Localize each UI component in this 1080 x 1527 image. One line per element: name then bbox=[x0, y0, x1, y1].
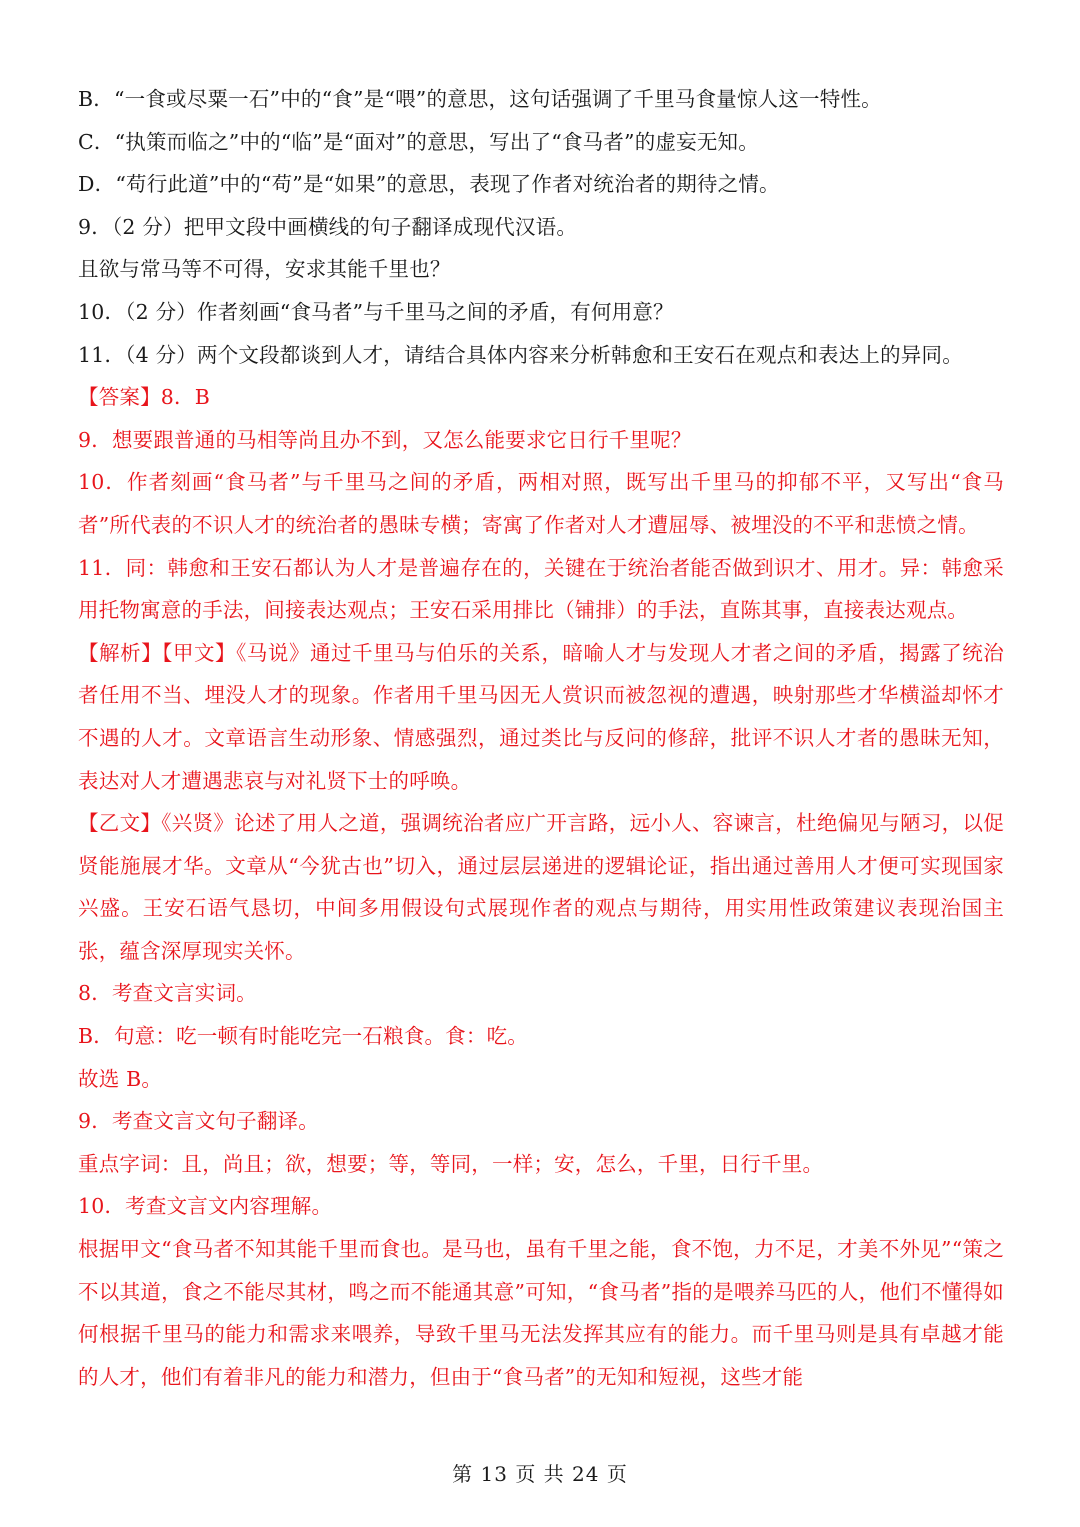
option-b: B．“一食或尽粟一石”中的“食”是“喂”的意思，这句话强调了千里马食量惊人这一特性。 bbox=[78, 87, 882, 111]
option-c: C．“执策而临之”中的“临”是“面对”的意思，写出了“食马者”的虚妄无知。 bbox=[78, 129, 759, 154]
page-content bbox=[78, 78, 1004, 1398]
page-number: 第 13 页 共 24 页 bbox=[452, 1462, 628, 1486]
answer-11: 11．同：韩愈和王安石都认为人才是普遍存在的，关键在于统治者能否做到识才、用才。异：韩愈采用托物寓意的手法，间接表达观点；王安石采用排比（铺排）的手法，直陈其事，直接表达观点。 bbox=[78, 555, 1004, 623]
analysis-jia: 【解析】【甲文】《马说》通过千里马与伯乐的关系，暗喻人才与发现人才者之间的矛盾，揭露了统治者任用不当、埋没人才的现象。作者用千里马因无人赏识而被忽视的遭遇，映射那些才华横溢却怀才不遇的人才。文章语言生动形象、情感强烈，通过类比与反问的修辞，批评不识人才者的愚昧无知，表达对人才遭遇悲哀与对礼贤下士的呼唤。 bbox=[78, 640, 1004, 793]
explain-9-title: 9．考查文言文句子翻译。 bbox=[78, 1109, 319, 1134]
question-9-sentence: 且欲与常马等不可得，安求其能千里也？ bbox=[78, 257, 451, 282]
explain-10-body: 根据甲文“食马者不知其能千里而食也。是马也，虽有千里之能，食不饱，力不足，才美不外见”“策之不以其道，食之不能尽其材，鸣之而不能通其意”可知，“食马者”指的是喂养马匹的人，他们不懂得如何根据千里马的能力和需求来喂养，导致千里马无法发挥其应有的能力。而千里马则是具有卓越才能的人才，他们有着非凡的能力和潜力，但由于“食马者”的无知和短视，这些才能 bbox=[78, 1237, 1004, 1389]
answer-9: 9．想要跟普通的马相等尚且办不到，又怎么能要求它日行千里呢？ bbox=[78, 427, 692, 452]
answer-10: 10．作者刻画“食马者”与千里马之间的矛盾，两相对照，既写出千里马的抑郁不平，又写出“食马者”所代表的不识人才的统治者的愚昧专横；寄寓了作者对人才遭屈辱、被埋没的不平和悲愤之情。 bbox=[78, 470, 1004, 537]
explain-10-title: 10．考查文言文内容理解。 bbox=[78, 1194, 333, 1219]
option-d: D．“苟行此道”中的“苟”是“如果”的意思，表现了作者对统治者的期待之情。 bbox=[78, 172, 780, 197]
explain-9-body: 重点字词：且，尚且；欲，想要；等，等同，一样；安，怎么，千里，日行千里。 bbox=[78, 1151, 824, 1176]
analysis-yi: 【乙文】《兴贤》论述了用人之道，强调统治者应广开言路，远小人、容谏言，杜绝偏见与陋习，以促贤能施展才华。文章从“今犹古也”切入，通过层层递进的逻辑论证，指出通过善用人才便可实现国家兴盛。王安石语气恳切，中间多用假设句式展现作者的观点与期待，用实用性政策建议表现治国主张，蕴含深厚现实关怀。 bbox=[78, 811, 1004, 963]
explain-8-body: B．句意：吃一顿有时能吃完一石粮食。食：吃。 bbox=[78, 1024, 528, 1049]
explain-8-end: 故选 B。 bbox=[78, 1066, 163, 1091]
answer-8: 【答案】8．B bbox=[78, 385, 211, 410]
question-9: 9．（2 分）把甲文段中画横线的句子翻译成现代汉语。 bbox=[78, 214, 578, 239]
question-11: 11．（4 分）两个文段都谈到人才，请结合具体内容来分析韩愈和王安石在观点和表达上的异同。 bbox=[78, 342, 963, 367]
question-10: 10．（2 分）作者刻画“食马者”与千里马之间的矛盾，有何用意？ bbox=[78, 299, 674, 324]
explain-8-title: 8．考查文言实词。 bbox=[78, 981, 257, 1006]
